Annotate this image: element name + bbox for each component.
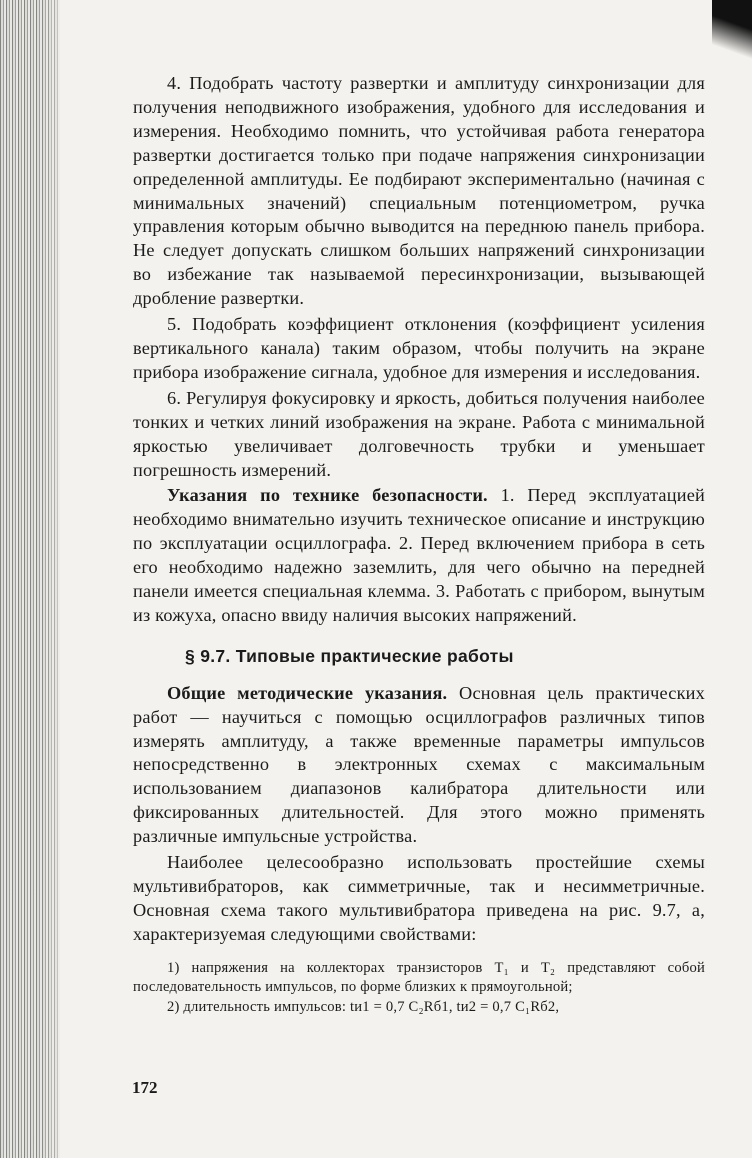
paragraph-item-6: 6. Регулируя фокусировку и яркость, добиться получения наиболее тонких и четких линий изображения на экране. Работа с минимальной яркостью увеличивает долговечность трубки и уменьшает погрешность измерений. (133, 387, 705, 480)
scan-edge-fade (40, 0, 80, 1158)
scan-corner-shadow (712, 0, 752, 70)
page-number: 172 (132, 1078, 158, 1097)
safety-text: 1. Перед эксплуатацией необходимо внимательно изучить техническое описание и инструкцию по эксплуатации осциллографа. 2. Перед включением прибора в сеть его необходимо надежно заземлить, для чего обычно на передней панели имеется специальная клемма. 3. Работать с прибором, вынутым из кожуха, опасно ввиду наличия высоких напряжений. (133, 485, 706, 625)
property-item-2: 2) длительность импульсов: tи1 = 0,7 C₂Rб1, tи2 = 0,7 C₁Rб2, (167, 998, 560, 1015)
paragraph-item-4: 4. Подобрать частоту развертки и амплитуду синхронизации для получения неподвижного изображения, удобного для исследования и измерения. Необходимо помнить, что устойчивая работа генератора развертки достигается только при подаче напряжения синхронизации определенной амплитуды. Ее подбирают экспериментально (начиная с минимальных значений) специальным потенциометром, ручка управления которым обычно выводится на переднюю панель прибора. Не следует допускать слишком больших напряжений синхронизации во избежание так называемой пересинхронизации, вызывающей дробление развертки. (133, 73, 705, 309)
general-guidelines-text: Основная цель практических работ — научиться с помощью осциллографов различных типов измерять амплитуду, а также временные параметры импульсов непосредственно в электронных схемах с максимальным использованием диапазонов калибратора длительности или фиксированных длительностей. Для этого можно применять различные импульсные устройства. (133, 682, 705, 847)
safety-paragraph (133, 484, 705, 627)
multivibrator-paragraph: Наиболее целесообразно использовать простейшие схемы мультивибраторов, как симметричные, так и несимметричные. Основная схема такого мультивибратора приведена на рис. 9.7, а, характеризуемая следующими свойствами: (133, 852, 705, 944)
section-heading: § 9.7. Типовые практические работы (185, 645, 514, 666)
general-guidelines-title: Общие методические указания. (167, 682, 448, 703)
page-body (133, 72, 705, 1017)
property-item-1: 1) напряжения на коллекторах транзисторов T₁ и T₂ представляют собой последовательность импульсов, по форме близких к прямоугольной; (133, 959, 705, 996)
safety-title: Указания по технике безопасности. (167, 485, 488, 506)
general-guidelines-paragraph (133, 682, 705, 849)
property-list (133, 959, 705, 1018)
paragraph-item-5: 5. Подобрать коэффициент отклонения (коэффициент усиления вертикального канала) таким образом, чтобы получить на экране прибора изображение сигнала, удобное для измерения и исследования. (133, 314, 705, 382)
